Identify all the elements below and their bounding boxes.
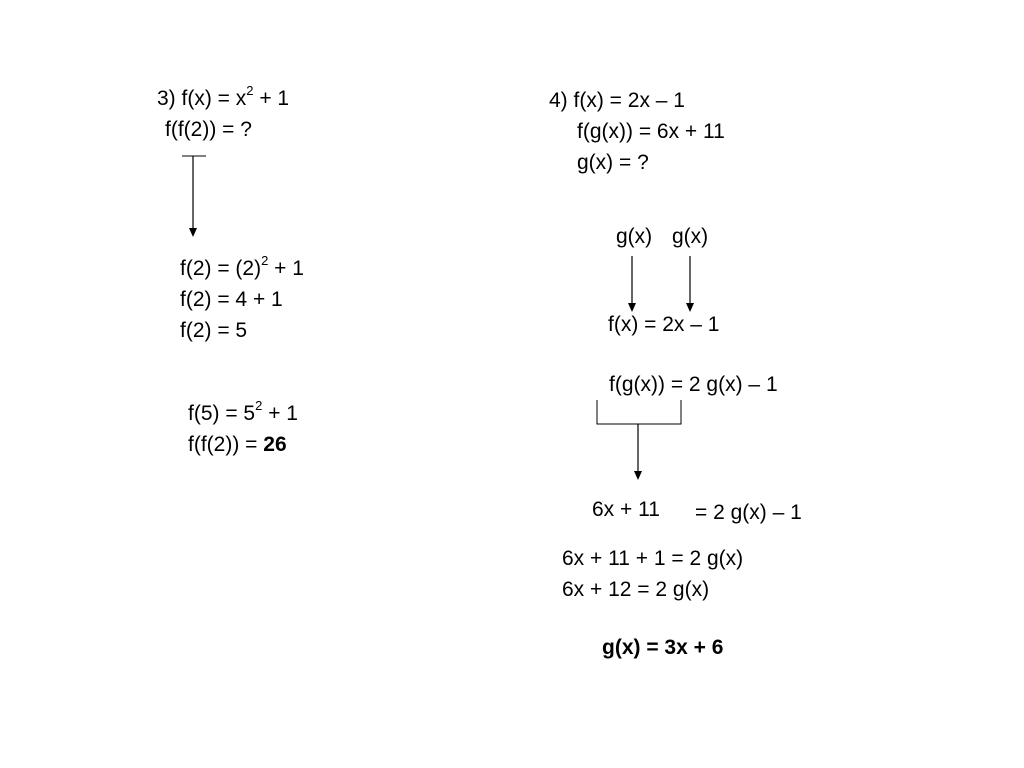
problem3-step1-exponent: 2: [261, 253, 269, 268]
problem3-step4-base: f(5) = 5: [188, 402, 256, 425]
problem4-arrow-right: [686, 256, 694, 312]
problem3-arrow: [182, 156, 206, 237]
problem4-bracket-arrow: [597, 400, 681, 480]
problem3-heading-exponent: 2: [246, 83, 254, 98]
problem3-answer-label: f(f(2)) =: [188, 433, 264, 456]
problem4-step2: 6x + 12 = 2 g(x): [562, 578, 710, 601]
problem3-heading-base: 3) f(x) = x: [157, 87, 247, 110]
problem3-heading-tail: + 1: [253, 87, 290, 110]
problem3-answer-value: 26: [263, 433, 287, 456]
problem3-step4-tail: + 1: [262, 402, 298, 425]
problem3-step2: f(2) = 4 + 1: [180, 288, 283, 311]
problem4-function-line: f(x) = 2x – 1: [608, 313, 720, 336]
problem4-question: g(x) = ?: [577, 151, 649, 174]
problem4-sub-label-1: g(x): [616, 225, 653, 248]
problem4-step1: 6x + 11 + 1 = 2 g(x): [562, 547, 744, 570]
problem4-arrow-left: [628, 256, 636, 312]
problem3-step1-base: f(2) = (2): [180, 257, 262, 280]
problem4-equate-right: = 2 g(x) – 1: [695, 501, 802, 524]
problem4-sub-label-2: g(x): [672, 225, 709, 248]
problem4-composite-line: f(g(x)) = 2 g(x) – 1: [609, 373, 778, 396]
problem3-question: f(f(2)) = ?: [165, 118, 252, 141]
problem4-equate-left: 6x + 11: [592, 498, 660, 521]
problem4-heading: 4) f(x) = 2x – 1: [549, 89, 685, 112]
problem3-step4-exponent: 2: [255, 398, 263, 413]
problem3-step3: f(2) = 5: [180, 319, 248, 342]
problem4-answer: g(x) = 3x + 6: [602, 636, 724, 659]
problem3-step1-tail: + 1: [268, 257, 304, 280]
problem4-given: f(g(x)) = 6x + 11: [577, 120, 725, 143]
